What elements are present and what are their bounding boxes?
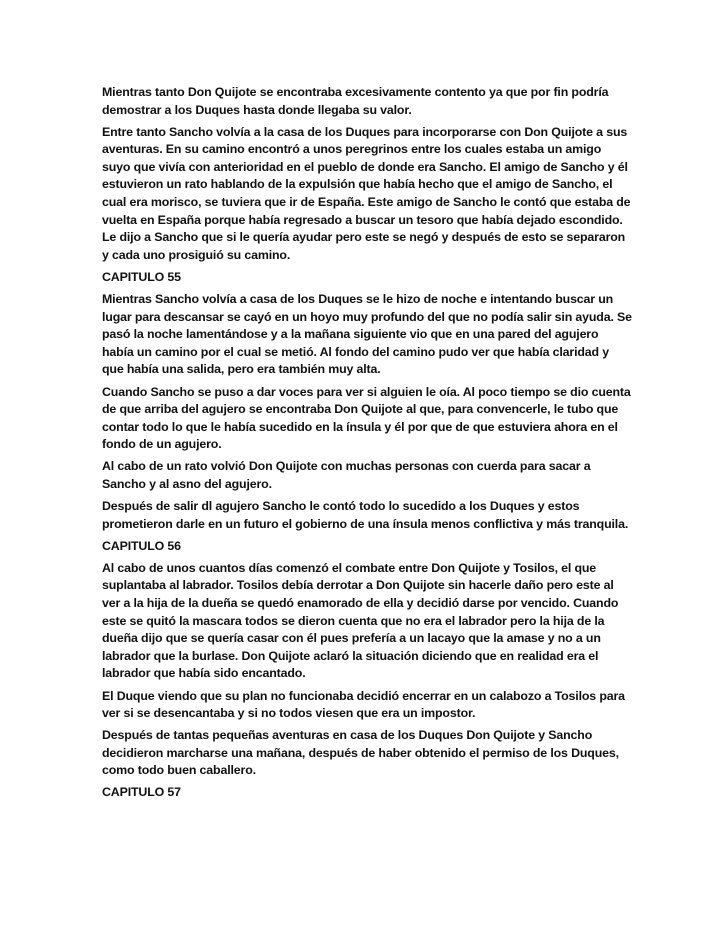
paragraph: Después de salir dl agujero Sancho le contó todo lo sucedido a los Duques y estos prometieron darle en un futuro el gobierno de una ínsula menos conflictiva y más tranquila. bbox=[102, 499, 629, 531]
chapter-heading: CAPITULO 56 bbox=[102, 538, 181, 553]
paragraph: Al cabo de un rato volvió Don Quijote con muchas personas con cuerda para sacar a Sancho y al asno del agujero. bbox=[102, 459, 591, 491]
paragraph: Al cabo de unos cuantos días comenzó el combate entre Don Quijote y Tosilos, el que suplantaba al labrador. Tosilos debía derrotar a Don Quijote sin hacerle daño pero este al ver a la hija de la dueña se quedó enamorado de ella y decidió darse por vencido. Cuando este se quitó la mascara todos se dieron cuenta que no era el labrador pero la hija de la dueña dijo que se quería casar con él pues prefería a un lacayo que la amase y no a un labrador que la burlase. Don Quijote aclaró la situación diciendo que en realidad era el labrador que había sido encantado. bbox=[102, 560, 619, 681]
paragraph: Mientras tanto Don Quijote se encontraba excesivamente contento ya que por fin podría demostrar a los Duques hasta donde llegaba su valor. bbox=[102, 85, 609, 117]
paragraph: Cuando Sancho se puso a dar voces para ver si alguien le oía. Al poco tiempo se dio cuenta de que arriba del agujero se encontraba Don Quijote al que, para convencerle, le tubo que contar todo lo que le había sucedido en la ínsula y él por que de que estuviera ahora en el fondo de un agujero. bbox=[102, 384, 631, 452]
document-body bbox=[102, 84, 632, 807]
paragraph: El Duque viendo que su plan no funcionaba decidió encerrar en un calabozo a Tosilos para ver si se desencantaba y si no todos viesen que era un impostor. bbox=[102, 688, 625, 721]
paragraph: Mientras Sancho volvía a casa de los Duques se le hizo de noche e intentando buscar un lugar para descansar se cayó en un hoyo muy profundo del que no podía salir sin ayuda. Se pasó la noche lamentándose y a la mañana siguiente vio que en una pared del agujero había un camino por el cual se metió. Al fondo del camino pudo ver que había claridad y que había una salida, pero era también muy alta. bbox=[102, 292, 632, 377]
chapter-heading: CAPITULO 57 bbox=[102, 785, 181, 800]
paragraph: Después de tantas pequeñas aventuras en casa de los Duques Don Quijote y Sancho decidieron marcharse una mañana, después de haber obtenido el permiso de los Duques, como todo buen caballero. bbox=[102, 728, 619, 778]
chapter-heading: CAPITULO 55 bbox=[102, 269, 181, 284]
paragraph: Entre tanto Sancho volvía a la casa de los Duques para incorporarse con Don Quijote a sus aventuras. En su camino encontró a unos peregrinos entre los cuales estaba un amigo suyo que vivía con anterioridad en el pueblo de donde era Sancho. El amigo de Sancho y él estuvieron un rato hablando de la expulsión que había hecho que el amigo de Sancho, el cual era morisco, se tuviera que ir de España. Este amigo de Sancho le contó que estaba de vuelta en España porque había regresado a buscar un tesoro que había dejado escondido. Le dijo a Sancho que si le quería ayudar pero este se negó y después de esto se separaron y cada uno prosiguió su camino. bbox=[102, 124, 631, 262]
